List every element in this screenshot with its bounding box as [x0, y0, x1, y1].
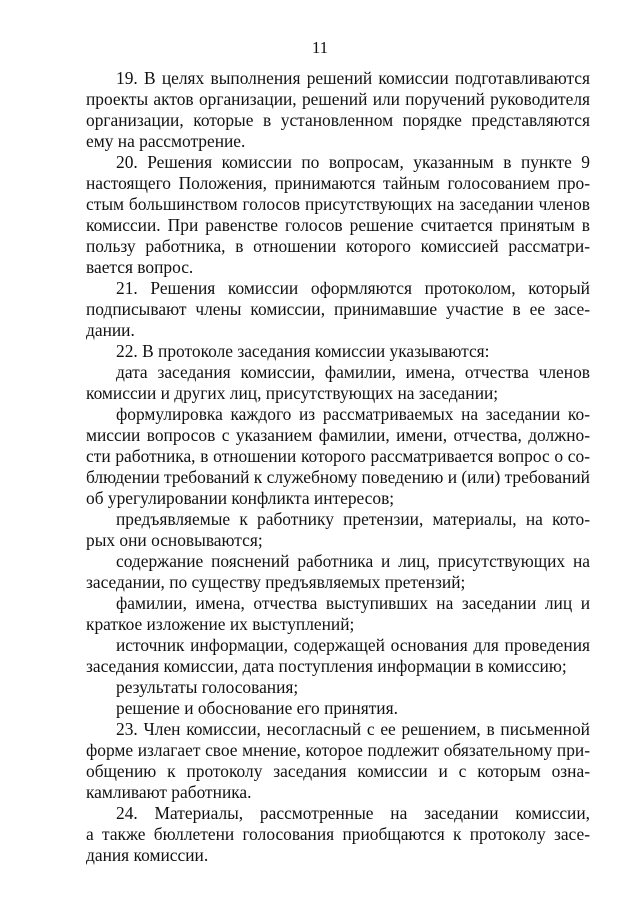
paragraph-23 — [86, 719, 590, 803]
text-line: дания комиссии. — [86, 845, 209, 865]
text-line: общению к протоколу заседания комиссии и с которым озна- — [86, 761, 590, 781]
text-line: настоящего Положения, принимаются тайным голосованием про- — [86, 173, 590, 193]
list-item-info-source — [86, 635, 590, 677]
text-line: стым большинством голосов присутствующих на заседании членов — [86, 194, 590, 214]
list-item-vote-results — [86, 677, 590, 698]
text-line: сти работника, в отношении которого рассматривается вопрос о со- — [86, 446, 590, 466]
text-line: заседания комиссии, дата поступления информации в комиссию; — [86, 656, 567, 676]
text-line: организации, которые в установленном порядке представляются — [86, 110, 590, 130]
page-number: 11 — [311, 38, 329, 57]
text-line: дании. — [86, 320, 135, 340]
text-line: фамилии, имена, отчества выступивших на заседании лиц и — [116, 593, 590, 613]
text-line: 23. Член комиссии, несогласный с ее решением, в письменной — [116, 719, 590, 739]
list-item-speakers — [86, 593, 590, 635]
text-line: решение и обоснование его принятия. — [116, 698, 398, 718]
list-item-claims — [86, 509, 590, 551]
text-line: 21. Решения комиссии оформляются протоколом, который — [116, 278, 590, 298]
text-line: заседании, по существу предъявляемых претензий; — [86, 572, 466, 592]
text-line: рых они основываются; — [86, 530, 263, 550]
text-line: об урегулировании конфликта интересов; — [86, 488, 395, 508]
text-line: форме излагает свое мнение, которое подлежит обязательному при- — [86, 740, 590, 760]
text-line: предъявляемые к работнику претензии, материалы, на кото- — [116, 509, 590, 529]
text-line: подписывают члены комиссии, принимавшие участие в ее засе- — [86, 299, 590, 319]
paragraph-22 — [86, 341, 590, 362]
text-line: 24. Материалы, рассмотренные на заседании комиссии, — [116, 803, 590, 823]
list-item-decision — [86, 698, 590, 719]
list-item-explanations — [86, 551, 590, 593]
text-line: результаты голосования; — [116, 677, 299, 697]
text-line: а также бюллетени голосования приобщаются к протоколу засе- — [86, 824, 590, 844]
text-line: миссии вопросов с указанием фамилии, имени, отчества, должно- — [86, 425, 590, 445]
text-line: камливают работника. — [86, 782, 252, 802]
text-line: 20. Решения комиссии по вопросам, указанным в пункте 9 — [116, 152, 590, 172]
text-line: вается вопрос. — [86, 257, 194, 277]
text-line: дата заседания комиссии, фамилии, имена, отчества членов — [116, 362, 590, 382]
paragraph-24 — [86, 803, 590, 866]
text-line: комиссии и других лиц, присутствующих на заседании; — [86, 383, 499, 403]
paragraph-20 — [86, 152, 590, 278]
text-line: источник информации, содержащей основания для проведения — [116, 635, 590, 655]
text-line: 22. В протоколе заседания комиссии указываются: — [116, 341, 490, 361]
text-line: пользу работника, в отношении которого комиссией рассматри- — [86, 236, 590, 256]
paragraph-21 — [86, 278, 590, 341]
text-line: формулировка каждого из рассматриваемых на заседании ко- — [116, 404, 590, 424]
text-line: ему на рассмотрение. — [86, 131, 246, 151]
text-line: комиссии. При равенстве голосов решение считается принятым в — [86, 215, 590, 235]
text-line: 19. В целях выполнения решений комиссии подготавливаются — [116, 68, 590, 88]
text-line: краткое изложение их выступлений; — [86, 614, 355, 634]
list-item-meeting-date — [86, 362, 590, 404]
list-item-wording — [86, 404, 590, 509]
paragraph-19 — [86, 68, 590, 152]
text-line: проекты актов организации, решений или поручений руководителя — [86, 89, 590, 109]
text-line: содержание пояснений работника и лиц, присутствующих на — [116, 551, 590, 571]
document-body — [86, 68, 590, 866]
text-line: блюдении требований к служебному поведению и (или) требований — [86, 467, 590, 487]
